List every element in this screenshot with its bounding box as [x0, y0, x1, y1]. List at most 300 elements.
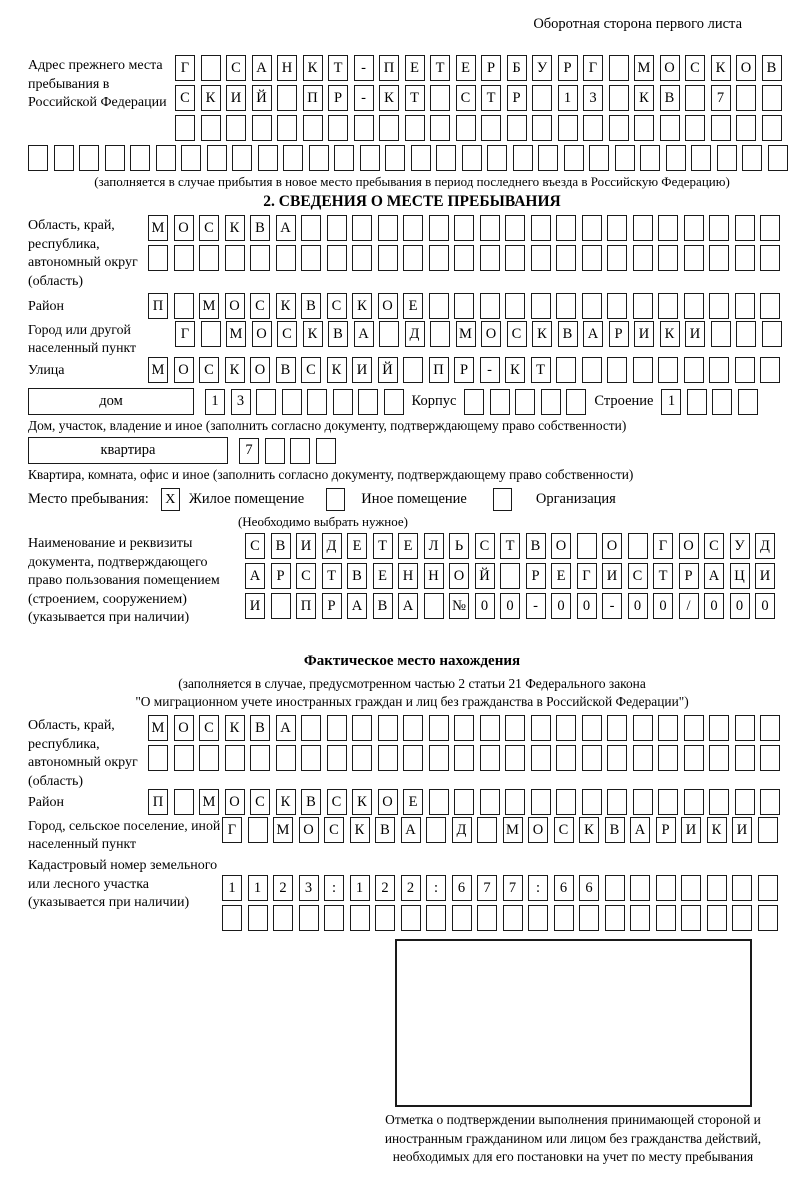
char-box: П: [429, 357, 449, 383]
char-box: [276, 245, 296, 271]
char-box: [327, 745, 347, 771]
char-box: /: [679, 593, 699, 619]
char-box: [630, 905, 650, 931]
char-box: О: [174, 215, 194, 241]
char-box: И: [681, 817, 701, 843]
char-box: [735, 745, 755, 771]
char-box: [760, 789, 780, 815]
char-box: [429, 715, 449, 741]
char-box: С: [250, 293, 270, 319]
char-box: В: [250, 215, 270, 241]
char-box: О: [174, 357, 194, 383]
char-box: [531, 745, 551, 771]
actual-region-row-1: [148, 715, 780, 741]
char-box: Е: [456, 55, 476, 81]
char-box: [403, 745, 423, 771]
char-box: С: [250, 789, 270, 815]
prev-address-row-2: [175, 85, 782, 111]
char-box: Г: [175, 55, 195, 81]
char-box: [684, 789, 704, 815]
char-box: [709, 293, 729, 319]
char-box: [301, 245, 321, 271]
char-box: [454, 789, 474, 815]
char-box: С: [685, 55, 705, 81]
actual-city-row: [222, 817, 778, 843]
char-box: 7: [239, 438, 259, 464]
char-box: 0: [755, 593, 775, 619]
char-box: [579, 905, 599, 931]
char-box: Т: [500, 533, 520, 559]
char-box: В: [250, 715, 270, 741]
char-box: [477, 817, 497, 843]
char-box: [426, 905, 446, 931]
char-box: О: [378, 789, 398, 815]
char-box: [490, 389, 510, 415]
char-box: [760, 357, 780, 383]
char-box: А: [347, 593, 367, 619]
char-box: [711, 115, 731, 141]
char-box: И: [226, 85, 246, 111]
char-box: [378, 215, 398, 241]
char-box: [684, 293, 704, 319]
char-box: :: [528, 875, 548, 901]
char-box: [352, 215, 372, 241]
char-box: [327, 715, 347, 741]
char-box: М: [148, 357, 168, 383]
char-box: А: [252, 55, 272, 81]
char-box: [503, 905, 523, 931]
char-box: [424, 593, 444, 619]
char-box: [658, 357, 678, 383]
stay-type-checkbox-residential: X: [161, 488, 180, 511]
char-box: [735, 245, 755, 271]
char-box: Р: [656, 817, 676, 843]
char-box: [709, 745, 729, 771]
char-box: [564, 145, 584, 171]
char-box: [607, 715, 627, 741]
char-box: М: [199, 789, 219, 815]
char-box: Е: [403, 293, 423, 319]
char-box: [199, 245, 219, 271]
prev-address-field: [28, 55, 796, 141]
char-box: С: [199, 715, 219, 741]
char-box: [709, 715, 729, 741]
char-box: [480, 245, 500, 271]
prev-address-grid: [175, 55, 782, 141]
char-box: 2: [375, 875, 395, 901]
actual-district-row: [148, 789, 780, 815]
char-box: [477, 905, 497, 931]
actual-region-label: Область, край, республика, автономный округ (область): [28, 718, 138, 789]
actual-city-label: Город, сельское поселение, иной населенный пункт: [28, 818, 221, 851]
char-box: [290, 438, 310, 464]
document-grid: [245, 533, 775, 619]
char-box: М: [226, 321, 246, 347]
char-box: [350, 905, 370, 931]
char-box: В: [762, 55, 782, 81]
char-box: [403, 715, 423, 741]
char-box: [487, 145, 507, 171]
char-box: С: [327, 789, 347, 815]
char-box: Е: [551, 563, 571, 589]
char-box: П: [296, 593, 316, 619]
char-box: :: [324, 875, 344, 901]
char-box: [707, 875, 727, 901]
char-box: [454, 715, 474, 741]
stroenie-digits: [661, 389, 758, 415]
street-row: [148, 357, 780, 383]
char-box: [405, 115, 425, 141]
char-box: М: [148, 715, 168, 741]
char-box: [717, 145, 737, 171]
char-box: [481, 115, 501, 141]
char-box: [735, 293, 755, 319]
char-box: [681, 875, 701, 901]
char-box: [633, 789, 653, 815]
char-box: [430, 85, 450, 111]
char-box: [464, 389, 484, 415]
char-box: [225, 245, 245, 271]
char-box: [403, 357, 423, 383]
apartment-row: [28, 437, 796, 464]
char-box: [328, 115, 348, 141]
char-box: [684, 745, 704, 771]
region-field: [28, 215, 796, 291]
char-box: И: [755, 563, 775, 589]
char-box: [258, 145, 278, 171]
char-box: К: [505, 357, 525, 383]
char-box: У: [730, 533, 750, 559]
char-box: [758, 875, 778, 901]
char-box: [199, 745, 219, 771]
char-box: [684, 715, 704, 741]
char-box: О: [449, 563, 469, 589]
char-box: О: [225, 789, 245, 815]
char-box: Д: [322, 533, 342, 559]
street-field: [28, 357, 796, 383]
char-box: [358, 389, 378, 415]
char-box: [554, 905, 574, 931]
char-box: Р: [558, 55, 578, 81]
char-box: В: [301, 293, 321, 319]
char-box: К: [201, 85, 221, 111]
char-box: [148, 745, 168, 771]
char-box: [352, 245, 372, 271]
char-box: [277, 85, 297, 111]
char-box: А: [704, 563, 724, 589]
char-box: Р: [507, 85, 527, 111]
prev-address-row-4: [28, 145, 796, 171]
char-box: [515, 389, 535, 415]
cadastral-row-1: [222, 875, 778, 901]
char-box: [760, 215, 780, 241]
char-box: [299, 905, 319, 931]
stay-type-row: [28, 488, 796, 511]
page-corner-note: Оборотная сторона первого листа: [533, 16, 742, 32]
char-box: [607, 789, 627, 815]
char-box: [531, 293, 551, 319]
char-box: С: [296, 563, 316, 589]
char-box: 6: [554, 875, 574, 901]
char-box: [609, 115, 629, 141]
actual-district-field: [28, 789, 796, 815]
char-box: [634, 115, 654, 141]
stay-type-caption: (Необходимо выбрать нужное): [237, 514, 409, 529]
char-box: М: [148, 215, 168, 241]
char-box: [429, 789, 449, 815]
char-box: [333, 389, 353, 415]
korpus-label: Корпус: [411, 393, 457, 410]
char-box: Н: [424, 563, 444, 589]
char-box: [505, 715, 525, 741]
char-box: [709, 245, 729, 271]
document-row-1: [245, 533, 775, 559]
char-box: [352, 715, 372, 741]
char-box: Г: [653, 533, 673, 559]
char-box: [232, 145, 252, 171]
char-box: [385, 145, 405, 171]
char-box: С: [554, 817, 574, 843]
char-box: [252, 115, 272, 141]
stay-type-option-other: Иное помещение: [361, 491, 467, 508]
char-box: [175, 115, 195, 141]
char-box: [454, 293, 474, 319]
char-box: [156, 145, 176, 171]
char-box: 3: [299, 875, 319, 901]
char-box: [735, 357, 755, 383]
char-box: [273, 905, 293, 931]
char-box: [174, 245, 194, 271]
char-box: [174, 789, 194, 815]
char-box: Т: [531, 357, 551, 383]
char-box: [656, 905, 676, 931]
char-box: [742, 145, 762, 171]
char-box: [556, 745, 576, 771]
city-field: [28, 321, 796, 355]
char-box: Н: [277, 55, 297, 81]
char-box: Г: [583, 55, 603, 81]
char-box: [401, 905, 421, 931]
char-box: [378, 245, 398, 271]
document-row-2: [245, 563, 775, 589]
stay-type-option-organization: Организация: [535, 491, 616, 508]
char-box: Е: [405, 55, 425, 81]
char-box: Р: [481, 55, 501, 81]
char-box: П: [303, 85, 323, 111]
char-box: [105, 145, 125, 171]
char-box: А: [401, 817, 421, 843]
char-box: [307, 389, 327, 415]
char-box: Й: [475, 563, 495, 589]
char-box: [656, 875, 676, 901]
char-box: С: [704, 533, 724, 559]
apartment-box: квартира: [28, 437, 228, 464]
char-box: [528, 905, 548, 931]
char-box: [452, 905, 472, 931]
char-box: О: [551, 533, 571, 559]
char-box: [709, 789, 729, 815]
char-box: С: [507, 321, 527, 347]
char-box: К: [707, 817, 727, 843]
char-box: [531, 789, 551, 815]
actual-region-field: [28, 715, 796, 789]
char-box: [507, 115, 527, 141]
char-box: К: [225, 215, 245, 241]
actual-region-grid: [148, 715, 780, 771]
char-box: [500, 563, 520, 589]
char-box: С: [226, 55, 246, 81]
char-box: [282, 389, 302, 415]
char-box: [658, 745, 678, 771]
char-box: О: [528, 817, 548, 843]
char-box: [556, 245, 576, 271]
char-box: В: [347, 563, 367, 589]
char-box: -: [480, 357, 500, 383]
char-box: 1: [558, 85, 578, 111]
char-box: [378, 715, 398, 741]
char-box: П: [379, 55, 399, 81]
char-box: О: [602, 533, 622, 559]
char-box: К: [225, 357, 245, 383]
char-box: М: [199, 293, 219, 319]
char-box: О: [299, 817, 319, 843]
char-box: [181, 145, 201, 171]
char-box: Т: [322, 563, 342, 589]
city-row: [175, 321, 782, 347]
char-box: [277, 115, 297, 141]
char-box: Т: [653, 563, 673, 589]
char-box: [429, 215, 449, 241]
char-box: О: [225, 293, 245, 319]
char-box: [658, 245, 678, 271]
house-caption: Дом, участок, владение и иное (заполнить согласно документу, подтверждающему право собственности): [28, 418, 627, 433]
char-box: [531, 215, 551, 241]
char-box: Л: [424, 533, 444, 559]
char-box: [531, 715, 551, 741]
char-box: [711, 321, 731, 347]
char-box: [607, 357, 627, 383]
char-box: [505, 789, 525, 815]
char-box: [327, 245, 347, 271]
char-box: [684, 357, 704, 383]
char-box: [248, 905, 268, 931]
char-box: Д: [405, 321, 425, 347]
actual-district-label: Район: [28, 795, 64, 810]
char-box: И: [352, 357, 372, 383]
char-box: К: [303, 321, 323, 347]
char-box: -: [602, 593, 622, 619]
char-box: [360, 145, 380, 171]
char-box: А: [583, 321, 603, 347]
char-box: [301, 745, 321, 771]
char-box: В: [373, 593, 393, 619]
char-box: [309, 145, 329, 171]
char-box: [532, 85, 552, 111]
char-box: [403, 215, 423, 241]
house-row: [28, 388, 796, 415]
char-box: [480, 745, 500, 771]
char-box: К: [276, 293, 296, 319]
char-box: [633, 245, 653, 271]
char-box: [684, 245, 704, 271]
char-box: Г: [222, 817, 242, 843]
char-box: М: [456, 321, 476, 347]
stay-type-label: Место пребывания:: [28, 491, 149, 508]
char-box: [685, 85, 705, 111]
char-box: [378, 745, 398, 771]
char-box: Р: [454, 357, 474, 383]
actual-region-row-2: [148, 745, 780, 771]
char-box: 2: [273, 875, 293, 901]
section2-title: 2. СВЕДЕНИЯ О МЕСТЕ ПРЕБЫВАНИЯ: [263, 193, 561, 210]
char-box: [375, 905, 395, 931]
char-box: [735, 715, 755, 741]
char-box: [28, 145, 48, 171]
char-box: В: [271, 533, 291, 559]
char-box: Г: [577, 563, 597, 589]
char-box: [762, 115, 782, 141]
char-box: [736, 321, 756, 347]
char-box: К: [327, 357, 347, 383]
char-box: [532, 115, 552, 141]
char-box: [430, 321, 450, 347]
prev-address-row-1: [175, 55, 782, 81]
cadastral-grid: [222, 855, 778, 931]
char-box: [480, 215, 500, 241]
char-box: 1: [205, 389, 225, 415]
char-box: [430, 115, 450, 141]
char-box: [403, 245, 423, 271]
char-box: К: [660, 321, 680, 347]
char-box: 0: [500, 593, 520, 619]
char-box: [248, 817, 268, 843]
char-box: 3: [583, 85, 603, 111]
document-field: [28, 533, 796, 649]
char-box: [605, 875, 625, 901]
char-box: Б: [507, 55, 527, 81]
stay-type-option-residential: Жилое помещение: [188, 491, 305, 508]
char-box: [605, 905, 625, 931]
char-box: Е: [398, 533, 418, 559]
char-box: [607, 245, 627, 271]
char-box: [324, 905, 344, 931]
char-box: [577, 533, 597, 559]
char-box: О: [378, 293, 398, 319]
char-box: [556, 715, 576, 741]
region-row-1: [148, 215, 780, 241]
char-box: [462, 145, 482, 171]
street-label: Улица: [28, 363, 65, 378]
char-box: В: [526, 533, 546, 559]
char-box: В: [558, 321, 578, 347]
char-box: И: [296, 533, 316, 559]
char-box: [582, 293, 602, 319]
char-box: Т: [405, 85, 425, 111]
char-box: С: [628, 563, 648, 589]
actual-location-note-1: (заполняется в случае, предусмотренном частью 2 статьи 21 Федерального закона: [178, 676, 646, 691]
char-box: 0: [551, 593, 571, 619]
char-box: Т: [373, 533, 393, 559]
char-box: [583, 115, 603, 141]
char-box: В: [276, 357, 296, 383]
char-box: [589, 145, 609, 171]
char-box: [762, 85, 782, 111]
char-box: М: [503, 817, 523, 843]
char-box: И: [602, 563, 622, 589]
char-box: 0: [730, 593, 750, 619]
char-box: 7: [711, 85, 731, 111]
char-box: [709, 357, 729, 383]
